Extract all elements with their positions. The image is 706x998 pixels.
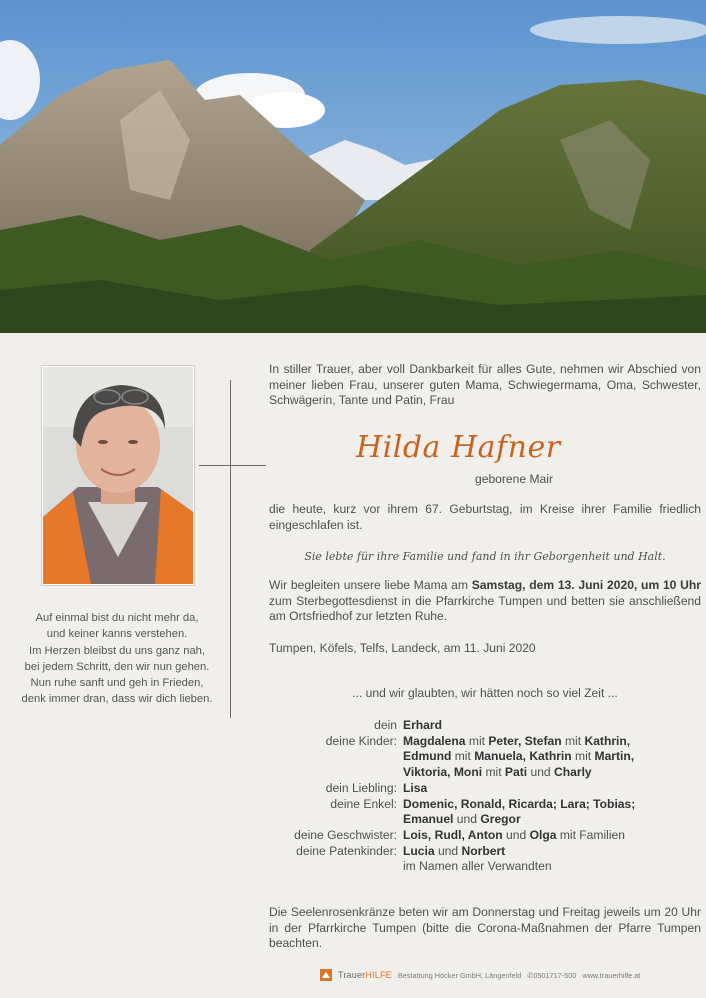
poem-line: denk immer dran, dass wir dich lieben. <box>21 693 213 706</box>
relation-label: deine Enkel: <box>330 796 397 811</box>
trauerhilfe-logo-icon <box>320 969 332 981</box>
company-name: Bestattung Höcker GmbH, Längenfeld <box>397 970 522 980</box>
children-line: Magdalena mit Peter, Stefan mit Kathrin, <box>403 733 631 748</box>
poem-line: Auf einmal bist du nicht mehr da, <box>35 612 199 624</box>
funeral-date-time: Samstag, dem 13. Juni 2020, um 10 Uhr <box>471 578 701 592</box>
phone-number: ✆0501717-500 <box>527 970 577 980</box>
children-line: Viktoria, Moni mit Pati und Charly <box>403 765 592 780</box>
cross-icon <box>230 380 231 718</box>
rosary-text: Die Seelenrosenkränze beten wir am Donnerstag und Freitag jeweils um 20 Uhr in der Pfarrkirche Tumpen (bitte die Corona-Maßnahmen der Pfarre Tumpen beachten. <box>269 905 701 950</box>
family-row-husband <box>269 718 701 734</box>
family-row-siblings: deine Geschwister: Lois, Rudl, Anton und Olga mit Familien <box>269 828 701 844</box>
cross-icon-bar <box>199 465 266 466</box>
family-row-favorite <box>269 781 701 797</box>
portrait-photo <box>42 366 194 585</box>
relation-label: dein Liebling: <box>325 780 397 795</box>
family-list <box>269 718 701 875</box>
funeral-text-after: zum Sterbegottesdienst in die Pfarrkirche Tumpen und betten sie anschließend am Ortsfriedhof zur letzten Ruhe. <box>269 593 701 623</box>
family-row-grandchildren: deine Enkel: Domenic, Ronald, Ricarda; Lara; Tobias; Emanuel und Gregor <box>269 797 701 828</box>
poem-line: und keiner kanns verstehen. <box>46 628 188 641</box>
passed-text: die heute, kurz vor ihrem 67. Geburtstag, im Kreise ihrer Familie friedlich eingeschlafen ist. <box>269 502 701 532</box>
relation-label: dein <box>374 718 397 732</box>
mountain-banner-image <box>0 0 706 333</box>
deceased-name: Hilda Hafner <box>356 430 561 465</box>
family-row-children <box>269 734 701 781</box>
funeral-text-before: Wir begleiten unsere liebe Mama am <box>269 578 472 592</box>
funeral-text <box>269 578 701 625</box>
memorial-poem <box>14 610 220 708</box>
intro-text: In stiller Trauer, aber voll Dankbarkeit für alles Gute, nehmen wir Abschied von meiner lieben Frau, unserer guten Mama, Schwiegermama, Oma, Schwester, Schwägerin, Tante und Patin, Frau <box>269 362 701 407</box>
motto-text: Sie lebte für ihre Familie und fand in ihr Geborgenheit und Halt. <box>304 550 666 563</box>
poem-line: Nun ruhe sanft und geh in Frieden, <box>30 677 204 690</box>
footer <box>320 968 640 982</box>
family-row-relatives <box>269 859 701 875</box>
poem-line: bei jedem Schritt, den wir nun gehen. <box>24 660 210 673</box>
relation-label: deine Geschwister: <box>294 827 397 842</box>
relatives-text: im Namen aller Verwandten <box>403 859 552 874</box>
favorite-name: Lisa <box>403 780 428 795</box>
poem-line: Im Herzen bleibst du uns ganz nah, <box>29 644 205 657</box>
birth-name: geborene Mair <box>475 472 553 486</box>
relation-label: deine Patenkinder: <box>296 843 397 858</box>
children-line: Edmund mit Manuela, Kathrin mit Martin, <box>403 749 635 764</box>
website-link[interactable]: www.trauerhilfe.at <box>582 970 641 980</box>
timeline-quote: ... und wir glaubten, wir hätten noch so viel Zeit ... <box>352 686 618 700</box>
brand-name: TrauerHILFE <box>338 970 392 980</box>
grandchildren-names: Domenic, Ronald, Ricarda; Lara; Tobias; <box>403 796 636 811</box>
husband-name: Erhard <box>403 718 442 732</box>
place-date: Tumpen, Köfels, Telfs, Landeck, am 11. Juni 2020 <box>269 641 536 655</box>
family-row-godchildren: deine Patenkinder: Lucia und Norbert <box>269 844 701 860</box>
relation-label: deine Kinder: <box>325 733 397 748</box>
